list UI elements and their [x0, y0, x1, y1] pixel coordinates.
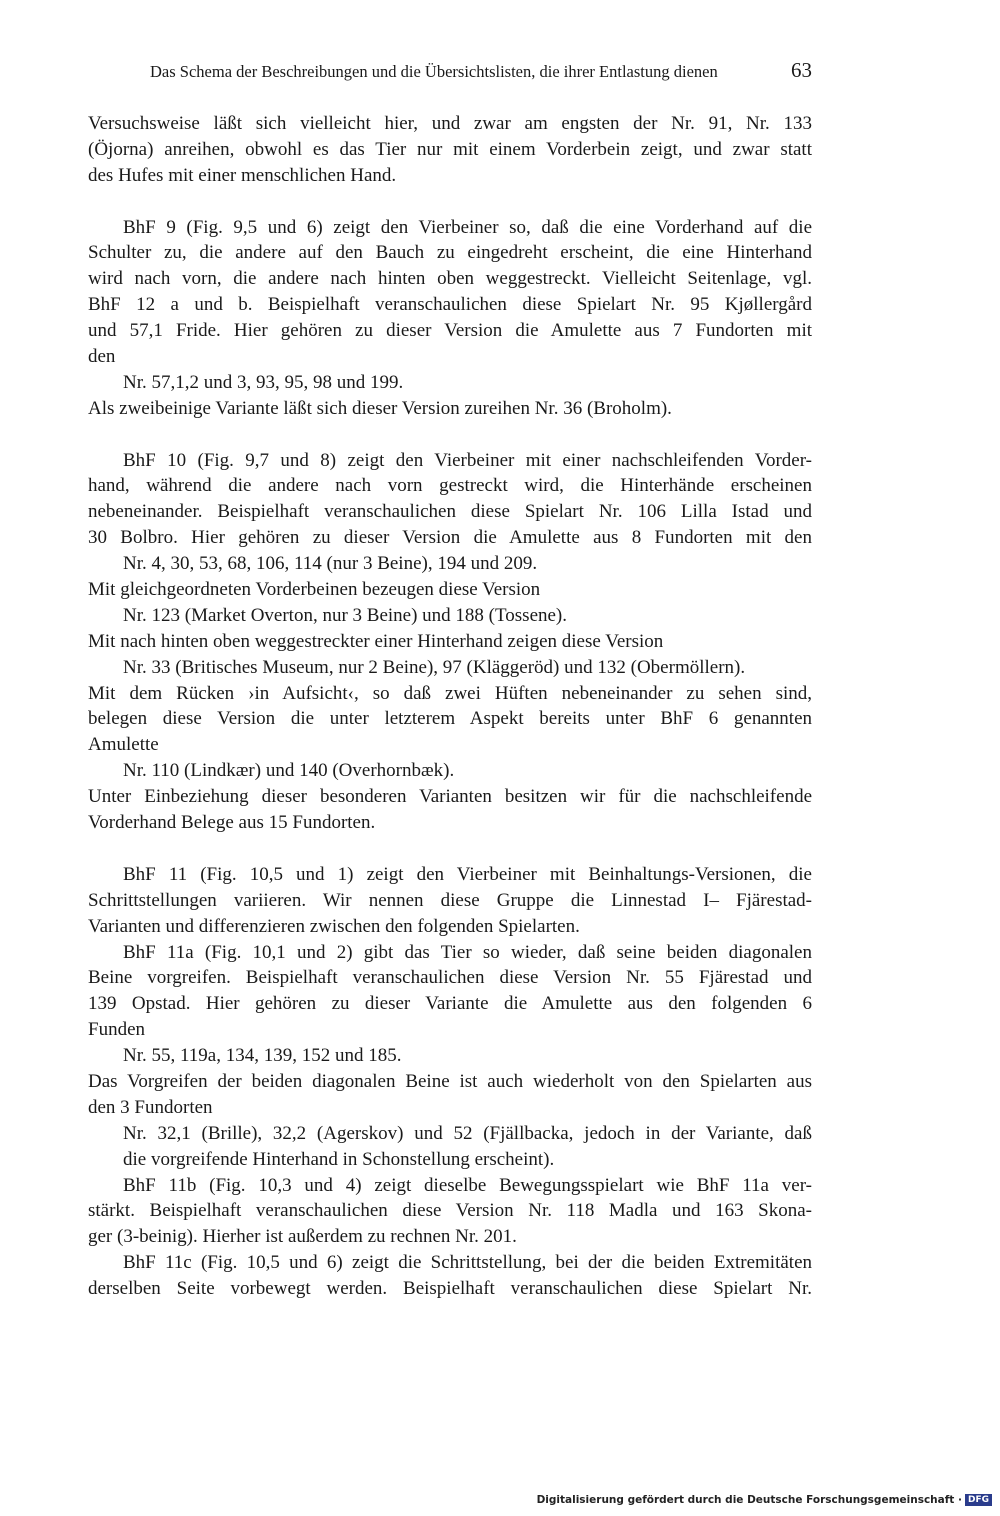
running-title: Das Schema der Beschreibungen und die Übersichtslisten, die ihrer Entlastung dienen — [150, 62, 718, 81]
text-line: Funden — [88, 1019, 145, 1041]
text-line: den — [88, 346, 116, 368]
text-line: die vorgreifende Hinterhand in Schonstellung erscheint). — [123, 1148, 555, 1170]
text-line: (Öjorna) anreihen, obwohl es das Tier nur mit einem Vorderbein zeigt, und zwar statt — [88, 138, 812, 160]
page-header — [88, 58, 812, 88]
text-line: hand, während die andere nach vorn gestreckt wird, die Hinterhände erscheinen — [88, 475, 812, 497]
text-line: BhF 11b (Fig. 10,3 und 4) zeigt dieselbe Bewegungsspielart wie BhF 11a ver- — [123, 1174, 812, 1196]
text-line: des Hufes mit einer menschlichen Hand. — [88, 164, 397, 186]
text-line: Nr. 55, 119a, 134, 139, 152 und 185. — [123, 1045, 402, 1067]
text-line: BhF 11a (Fig. 10,1 und 2) gibt das Tier so wieder, daß seine beiden diagonalen — [123, 941, 812, 963]
text-line: Nr. 33 (Britisches Museum, nur 2 Beine), 97 (Kläggeröd) und 132 (Obermöllern). — [123, 656, 746, 678]
text-line: BhF 12 a und b. Beispielhaft veranschaulichen diese Spielart Nr. 95 Kjøllergård — [88, 294, 812, 316]
text-line: BhF 10 (Fig. 9,7 und 8) zeigt den Vierbeiner mit einer nachschleifenden Vorder- — [123, 449, 812, 471]
text-line: Mit gleichgeordneten Vorderbeinen bezeugen diese Version — [88, 579, 541, 601]
page-number: 63 — [791, 58, 812, 82]
text-line: 30 Bolbro. Hier gehören zu dieser Version die Amulette aus 8 Fundorten mit den — [88, 527, 812, 549]
text-line: stärkt. Beispielhaft veranschaulichen diese Version Nr. 118 Madla und 163 Skona- — [88, 1200, 812, 1222]
text-line: Als zweibeinige Variante läßt sich dieser Version zureihen Nr. 36 (Broholm). — [88, 397, 672, 419]
text-line: belegen diese Version die unter letzterem Aspekt bereits unter BhF 6 genannten — [88, 708, 812, 730]
text-line: Mit nach hinten oben weggestreckter einer Hinterhand zeigen diese Version — [88, 630, 664, 652]
text-line: Vorderhand Belege aus 15 Fundorten. — [88, 812, 376, 834]
text-line: Nr. 57,1,2 und 3, 93, 95, 98 und 199. — [123, 371, 404, 393]
text-line: Das Vorgreifen der beiden diagonalen Beine ist auch wiederholt von den Spielarten aus — [88, 1070, 812, 1092]
text-line: Nr. 110 (Lindkær) und 140 (Overhornbæk). — [123, 760, 455, 782]
text-line: Mit dem Rücken ›in Aufsicht‹, so daß zwei Hüften nebeneinander zu sehen sind, — [88, 682, 812, 704]
text-line: Schulter zu, die andere auf den Bauch zu eingedreht erscheint, die eine Hinterhand — [88, 242, 812, 264]
text-line: wird nach vorn, die andere nach hinten oben weggestreckt. Vielleicht Seitenlage, vgl. — [88, 268, 812, 290]
body-text — [88, 111, 812, 1302]
dfg-logo: DFG — [965, 1494, 992, 1506]
text-line: nebeneinander. Beispielhaft veranschaulichen diese Spielart Nr. 106 Lilla Istad und — [88, 501, 812, 523]
text-line: Nr. 32,1 (Brille), 32,2 (Agerskov) und 52 (Fjällbacka, jedoch in der Variante, daß — [123, 1122, 812, 1144]
paragraph-gap — [88, 836, 812, 862]
footer-text: Digitalisierung gefördert durch die Deutsche Forschungsgemeinschaft · — [536, 1494, 962, 1506]
paragraph-gap — [88, 422, 812, 448]
text-line: 139 Opstad. Hier gehören zu dieser Variante die Amulette aus den folgenden 6 — [88, 993, 812, 1015]
text-line: BhF 11 (Fig. 10,5 und 1) zeigt den Vierbeiner mit Beinhaltungs-Versionen, die — [123, 863, 812, 885]
text-line: Schrittstellungen variieren. Wir nennen diese Gruppe die Linnestad I– Fjärestad- — [88, 889, 812, 911]
text-line: Nr. 4, 30, 53, 68, 106, 114 (nur 3 Beine), 194 und 209. — [123, 553, 538, 575]
text-line: Beine vorgreifen. Beispielhaft veranschaulichen diese Version Nr. 55 Fjärestad und — [88, 967, 812, 989]
text-line: Versuchsweise läßt sich vielleicht hier, und zwar am engsten der Nr. 91, Nr. 133 — [88, 113, 812, 134]
text-line: BhF 9 (Fig. 9,5 und 6) zeigt den Vierbeiner so, daß die eine Vorderhand auf die — [123, 216, 812, 238]
text-line: ger (3-beinig). Hierher ist außerdem zu rechnen Nr. 201. — [88, 1226, 517, 1248]
text-line: Amulette — [88, 734, 159, 756]
text-line: derselben Seite vorbewegt werden. Beispielhaft veranschaulichen diese Spielart Nr. — [88, 1278, 812, 1300]
paragraph-gap — [88, 189, 812, 215]
digitization-footer — [537, 1494, 992, 1516]
text-line: Varianten und differenzieren zwischen den folgenden Spielarten. — [88, 915, 580, 937]
text-line: BhF 11c (Fig. 10,5 und 6) zeigt die Schrittstellung, bei der die beiden Extremitäten — [123, 1252, 812, 1274]
text-line: Unter Einbeziehung dieser besonderen Varianten besitzen wir für die nachschleifende — [88, 786, 812, 808]
text-line: und 57,1 Fride. Hier gehören zu dieser Version die Amulette aus 7 Fundorten mit — [88, 320, 812, 342]
text-line: Nr. 123 (Market Overton, nur 3 Beine) und 188 (Tossene). — [123, 604, 568, 626]
text-line: den 3 Fundorten — [88, 1096, 213, 1118]
